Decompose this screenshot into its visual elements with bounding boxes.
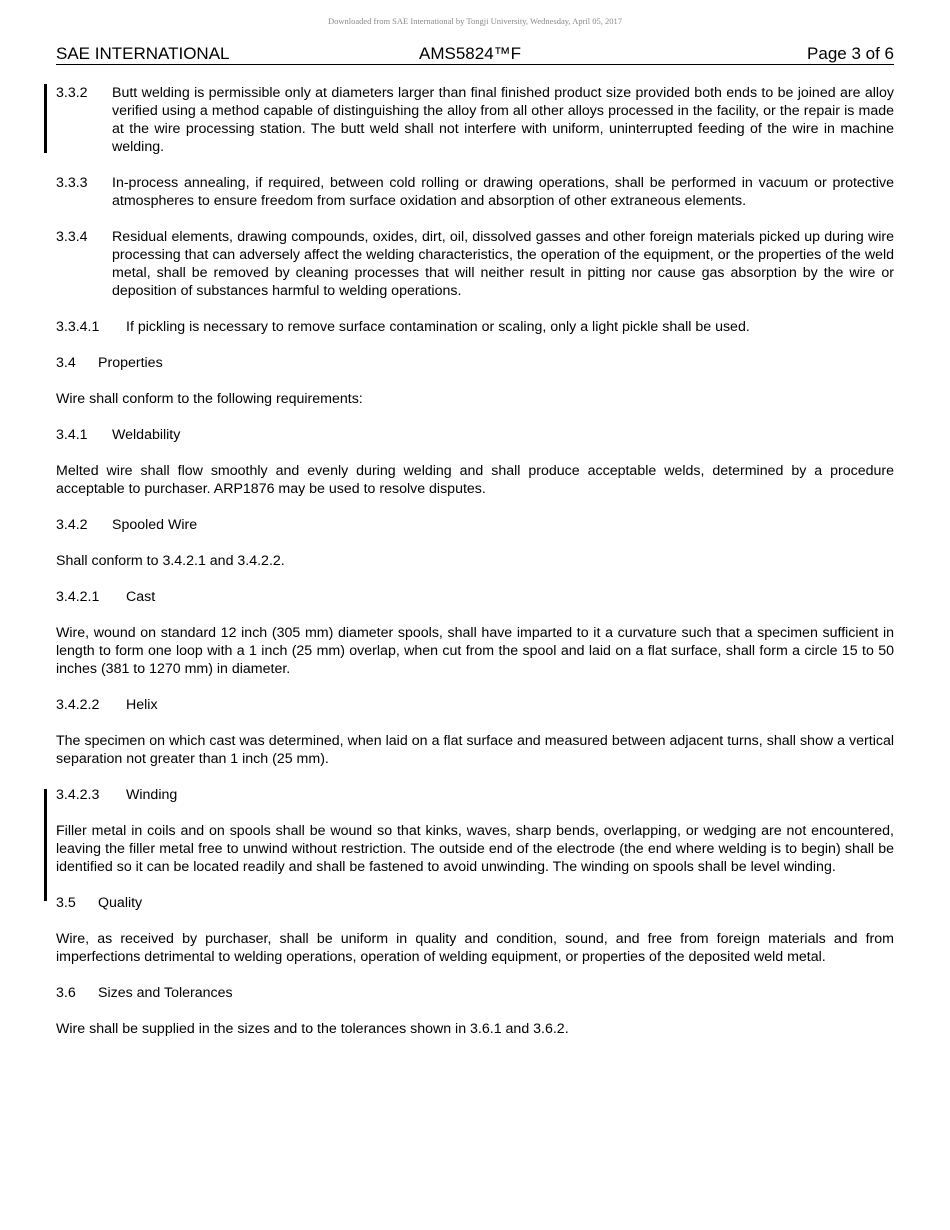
section-3-5-heading (56, 894, 894, 912)
section-number: 3.6 (56, 985, 76, 1001)
section-3-4-heading (56, 354, 894, 372)
section-text: Residual elements, drawing compounds, oxides, dirt, oil, dissolved gasses and other foreign materials picked up during wire processing that can adversely affect the welding characteristics, the operation of the equipment, or the properties of the weld metal, shall be removed by cleaning processes that will neither result in pitting nor cause gas absorption by the wire or deposition of substances harmful to welding operations. (112, 229, 894, 299)
section-3-4-2-3-heading (56, 786, 894, 804)
section-number: 3.4.2.2 (56, 697, 100, 713)
section-title: Sizes and Tolerances (98, 985, 233, 1001)
section-3-4-2-3-text: Filler metal in coils and on spools shall be wound so that kinks, waves, sharp bends, overlapping, or wedging are not encountered, leaving the filler metal free to unwind without restriction. The outside end of the electrode (the end where welding is to begin) shall be identified so it can be located readily and shall be fastened to avoid unwinding. The winding on spools shall be level winding. (56, 823, 894, 875)
section-number: 3.4.1 (56, 427, 88, 443)
section-3-4-2-2-heading (56, 696, 894, 714)
document-body (56, 84, 894, 1056)
header-page-number: Page 3 of 6 (807, 44, 894, 63)
section-3-4-2-heading (56, 516, 894, 534)
section-3-4-2-text: Shall conform to 3.4.2.1 and 3.4.2.2. (56, 553, 285, 569)
section-3-3-4-1 (56, 318, 894, 336)
section-number: 3.4.2.3 (56, 787, 100, 803)
section-title: Cast (126, 589, 156, 605)
section-3-6-heading (56, 984, 894, 1002)
section-title: Spooled Wire (112, 517, 198, 533)
section-number: 3.3.3 (56, 175, 88, 191)
header-org: SAE INTERNATIONAL (56, 44, 230, 63)
section-title: Quality (98, 895, 143, 911)
section-text: In-process annealing, if required, between cold rolling or drawing operations, shall be performed in vacuum or protective atmospheres to ensure freedom from surface oxidation and absorption of other extraneous elements. (112, 175, 894, 209)
section-title: Helix (126, 697, 158, 713)
section-title: Properties (98, 355, 163, 371)
section-text: Butt welding is permissible only at diameters larger than final finished product size provided both ends to be joined are alloy verified using a method capable of distinguishing the alloy from all other alloys processed in the facility, or the repair is made at the wire processing station. The butt weld shall not interfere with uniform, uninterrupted feeding of the wire in machine welding. (112, 85, 894, 155)
section-number: 3.3.4.1 (56, 319, 100, 335)
download-watermark: Downloaded from SAE International by Tongji University, Wednesday, April 05, 2017 (327, 16, 623, 26)
section-number: 3.3.2 (56, 85, 88, 101)
section-3-4-2-1-text: Wire, wound on standard 12 inch (305 mm) diameter spools, shall have imparted to it a curvature such that a specimen sufficient in length to form one loop with a 1 inch (25 mm) overlap, when cut from the spool and laid on a flat surface, shall form a circle 15 to 50 inches (381 to 1270 mm) in diameter. (56, 625, 894, 677)
section-number: 3.4.2 (56, 517, 88, 533)
section-3-5-text: Wire, as received by purchaser, shall be uniform in quality and condition, sound, and free from foreign materials and from imperfections detrimental to welding operations, operation of welding equipment, or properties of the deposited weld metal. (56, 931, 894, 965)
section-3-4-text: Wire shall conform to the following requirements: (56, 391, 363, 407)
section-title: Winding (126, 787, 178, 803)
section-3-6-text: Wire shall be supplied in the sizes and to the tolerances shown in 3.6.1 and 3.6.2. (56, 1021, 569, 1037)
section-3-3-2 (56, 84, 894, 156)
section-title: Weldability (112, 427, 181, 443)
section-number: 3.3.4 (56, 229, 88, 245)
section-number: 3.5 (56, 895, 76, 911)
section-3-3-4 (56, 228, 894, 300)
section-3-4-2-2-text: The specimen on which cast was determined, when laid on a flat surface and measured between adjacent turns, shall show a vertical separation not greater than 1 inch (25 mm). (56, 733, 894, 767)
change-bar-3423 (44, 789, 47, 901)
section-3-4-2-1-heading (56, 588, 894, 606)
section-3-3-3 (56, 174, 894, 210)
section-3-4-1-text: Melted wire shall flow smoothly and evenly during welding and shall produce acceptable welds, determined by a procedure acceptable to purchaser. ARP1876 may be used to resolve disputes. (56, 463, 894, 497)
section-3-4-1-heading (56, 426, 894, 444)
section-number: 3.4 (56, 355, 76, 371)
section-text: If pickling is necessary to remove surface contamination or scaling, only a light pickle shall be used. (126, 319, 750, 335)
header-doc-number: AMS5824™F (419, 44, 522, 63)
page-header (56, 44, 894, 65)
change-bar-332 (44, 84, 47, 153)
section-number: 3.4.2.1 (56, 589, 100, 605)
